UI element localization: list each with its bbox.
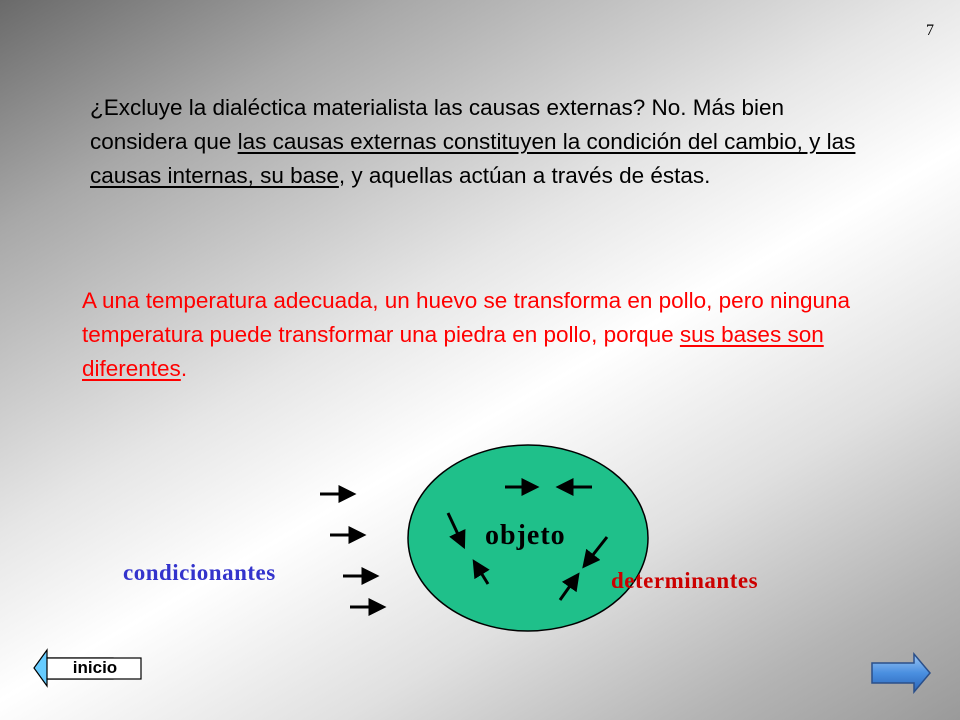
question-text-start: ¿Excluye la dialéctica materialista las causas externas? No. Más bien considera que: [90, 95, 785, 154]
question-text-end: , y aquellas actúan a través de éstas.: [338, 163, 711, 188]
example-text-end: .: [180, 356, 188, 381]
example-underlined-text: sus bases son diferentes: [82, 322, 824, 381]
external-causes-label: condicionantes: [123, 560, 276, 585]
internal-causes-label: determinantes: [611, 568, 759, 593]
home-button-label: inicio: [72, 658, 118, 677]
home-button[interactable]: [33, 648, 143, 688]
question-underlined-text: las causas externas constituyen la condición del cambio, y las causas internas, su base: [90, 129, 856, 188]
example-text-start: A una temperatura adecuada, un huevo se transforma en pollo, pero ninguna temperatura puede transformar una piedra en pollo, porque: [82, 288, 851, 347]
next-button[interactable]: [870, 652, 932, 694]
right-arrow-icon: [870, 652, 932, 694]
object-label: objeto: [485, 520, 566, 551]
slide-number: 7: [926, 22, 934, 39]
